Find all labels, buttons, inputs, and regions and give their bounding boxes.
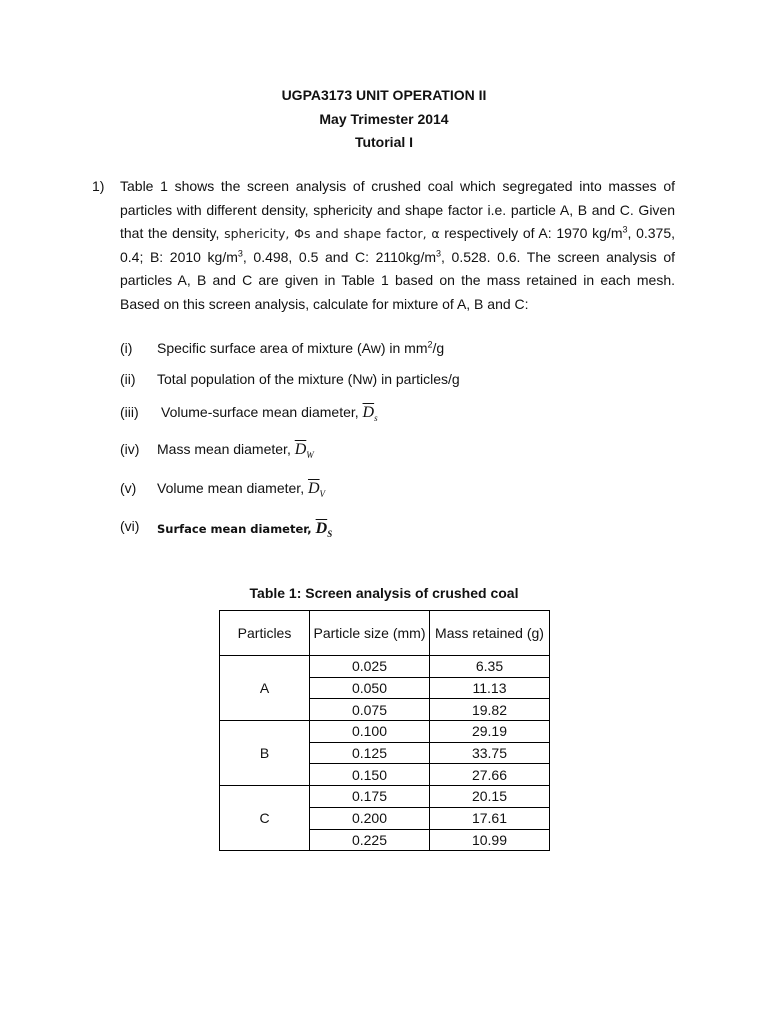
header-particle-size: Particle size (mm)	[310, 611, 430, 656]
table-caption: Table 1: Screen analysis of crushed coal	[249, 585, 519, 601]
symbol-letter: D	[315, 520, 328, 537]
sub-question-unit: /g	[432, 340, 445, 356]
sub-question-text	[157, 441, 314, 459]
mean-diameter-symbol: $D_S$	[315, 520, 333, 540]
cube-superscript: 3	[436, 248, 442, 259]
particle-size-cell: 0.125	[310, 742, 430, 764]
group-label-a: A	[220, 656, 310, 721]
sub-question-text	[157, 520, 332, 538]
mass-retained-cell: 20.15	[430, 786, 550, 808]
symbol-letter: D	[294, 441, 307, 458]
screen-analysis-table	[219, 610, 550, 851]
mean-diameter-symbol: $D_W$	[294, 441, 314, 461]
sub-question-label: Mass mean diameter,	[157, 441, 295, 457]
header-particles: Particles	[220, 611, 310, 656]
mass-retained-cell: 27.66	[430, 764, 550, 786]
question-number: 1)	[92, 178, 105, 194]
sub-question-number: (iv)	[120, 441, 140, 457]
particle-size-cell: 0.150	[310, 764, 430, 786]
sub-question-text	[161, 404, 378, 422]
question-text-part2: respectively of A: 1970 kg/m	[439, 225, 623, 242]
sub-question-label: Volume mean diameter,	[157, 480, 308, 496]
sub-question-label: Specific surface area of mixture (Aw) in mm	[157, 340, 428, 356]
header-mass-retained: Mass retained (g)	[430, 611, 550, 656]
particle-size-cell: 0.175	[310, 786, 430, 808]
particle-size-cell: 0.100	[310, 721, 430, 743]
cube-superscript: 3	[237, 248, 243, 259]
mass-retained-cell: 33.75	[430, 742, 550, 764]
table-row	[220, 656, 550, 678]
mass-retained-cell: 10.99	[430, 829, 550, 851]
sub-question-text: Total population of the mixture (Nw) in particles/g	[157, 371, 460, 387]
sub-question-number: (v)	[120, 480, 137, 496]
squared-superscript: 2	[427, 339, 433, 350]
table-row	[220, 786, 550, 808]
sub-question-label: Volume-surface mean diameter,	[161, 404, 363, 420]
sub-question-label: Surface mean diameter,	[157, 522, 316, 536]
group-label-b: B	[220, 721, 310, 786]
question-text-sphericity: sphericity, Φs and shape factor, α	[224, 226, 440, 242]
particle-size-cell: 0.075	[310, 699, 430, 721]
tutorial-title: Tutorial I	[354, 134, 414, 150]
symbol-letter: D	[307, 480, 320, 497]
mass-retained-cell: 17.61	[430, 807, 550, 829]
particle-size-cell: 0.200	[310, 807, 430, 829]
sub-question-text	[157, 340, 444, 356]
mass-retained-cell: 6.35	[430, 656, 550, 678]
sub-question-number: (vi)	[120, 518, 140, 534]
symbol-letter: D	[362, 404, 375, 421]
group-label-c: C	[220, 786, 310, 851]
question-text-part5: , 0.528. 0.6. The screen analysis of particles A, B and C are given in Table 1 based on the mass retained in each mesh. Based on this screen analysis, calculate for mixture of A, B and C:	[120, 248, 676, 312]
particle-size-cell: 0.025	[310, 656, 430, 678]
mass-retained-cell: 11.13	[430, 677, 550, 699]
cube-superscript: 3	[622, 224, 628, 235]
sub-question-number: (iii)	[120, 404, 139, 420]
mean-diameter-symbol: $D_V$	[307, 480, 326, 500]
particle-size-cell: 0.050	[310, 677, 430, 699]
mean-diameter-symbol: $D_s$	[362, 404, 378, 424]
particle-size-cell: 0.225	[310, 829, 430, 851]
table-row	[220, 721, 550, 743]
sub-question-text	[157, 480, 325, 498]
question-text-part4: , 0.498, 0.5 and C: 2110kg/m	[242, 248, 437, 265]
mass-retained-cell: 29.19	[430, 721, 550, 743]
document-header	[0, 84, 768, 155]
term-title: May Trimester 2014	[319, 110, 449, 127]
question-text-part1: Table 1 shows the screen analysis of crushed coal which segregated into masses of particles with different density, sphericity and shape factor i.e. particle A, B and C. Given that the density,	[120, 178, 675, 242]
table-header-row	[220, 611, 550, 656]
mass-retained-cell: 19.82	[430, 699, 550, 721]
sub-question-number: (i)	[120, 340, 133, 356]
course-title: UGPA3173 UNIT OPERATION II	[281, 87, 487, 103]
question-text-part3: , 0.375, 0.4; B: 2010 kg/m	[120, 225, 676, 265]
question-paragraph	[120, 175, 675, 317]
sub-question-number: (ii)	[120, 371, 136, 387]
